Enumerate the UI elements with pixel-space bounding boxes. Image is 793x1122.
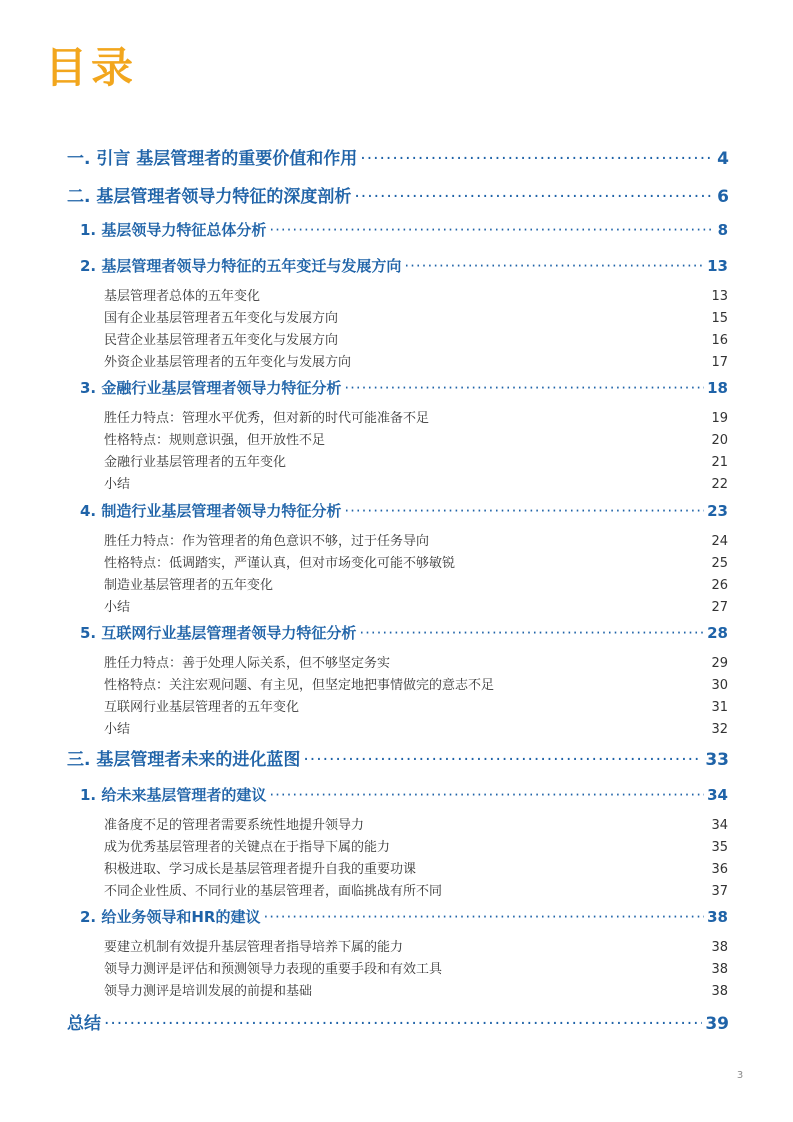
toc-entry[interactable] — [80, 255, 728, 276]
toc-entry-page: 26 — [711, 578, 728, 593]
toc-entry-title: 要建立机制有效提升基层管理者指导培养下属的能力 — [104, 940, 404, 955]
toc-entry[interactable] — [80, 622, 728, 643]
toc-entry-title: 1. 基层领导力特征总体分析 — [80, 221, 267, 239]
toc-entry-page: 4 — [717, 149, 729, 169]
toc-entry[interactable] — [104, 351, 728, 370]
toc-entry-title: 胜任力特点：善于处理人际关系，但不够坚定务实 — [104, 656, 391, 671]
toc-entry-title: 小结 — [104, 722, 131, 737]
leader-dots — [354, 187, 714, 207]
toc-entry[interactable] — [104, 407, 728, 426]
toc-entry[interactable] — [104, 814, 728, 833]
toc-entry-title: 互联网行业基层管理者的五年变化 — [104, 700, 300, 715]
toc-entry-page: 20 — [711, 433, 728, 448]
toc-entry[interactable] — [104, 596, 728, 615]
toc-entry-page: 34 — [707, 786, 728, 804]
toc-entry-title: 总结 — [67, 1014, 101, 1034]
toc-entry-page: 38 — [707, 908, 728, 926]
toc-entry[interactable] — [104, 980, 728, 999]
toc-entry[interactable] — [104, 936, 728, 955]
toc-entry[interactable] — [80, 784, 728, 805]
toc-entry[interactable] — [104, 836, 728, 855]
toc-entry[interactable] — [67, 745, 729, 770]
toc-entry-page: 23 — [707, 502, 728, 520]
leader-dots — [344, 379, 704, 397]
toc-entry[interactable] — [104, 718, 728, 737]
toc-entry[interactable] — [104, 958, 728, 977]
toc-entry-title: 1. 给未来基层管理者的建议 — [80, 786, 267, 804]
toc-entry[interactable] — [80, 500, 728, 521]
toc-entry-page: 38 — [711, 984, 728, 999]
page-title: 目录 — [45, 43, 138, 92]
toc-entry-page: 34 — [711, 818, 728, 833]
toc-entry[interactable] — [104, 552, 728, 571]
toc-entry-title: 2. 给业务领导和HR的建议 — [80, 908, 261, 926]
toc-entry[interactable] — [67, 1009, 729, 1034]
toc-entry-page: 33 — [705, 750, 729, 770]
toc-entry[interactable] — [80, 906, 728, 927]
toc-entry-page: 15 — [711, 311, 728, 326]
toc-entry-page: 38 — [711, 962, 728, 977]
toc-entry-title: 外资企业基层管理者的五年变化与发展方向 — [104, 355, 352, 370]
toc-entry-page: 6 — [717, 187, 729, 207]
toc-entry-title: 国有企业基层管理者五年变化与发展方向 — [104, 311, 339, 326]
toc-entry-page: 30 — [711, 678, 728, 693]
toc-entry[interactable] — [104, 880, 728, 899]
toc-entry-title: 性格特点：低调踏实，严谨认真，但对市场变化可能不够敏锐 — [104, 556, 456, 571]
toc-entry-title: 性格特点：规则意识强，但开放性不足 — [104, 433, 326, 448]
toc-entry[interactable] — [67, 144, 729, 169]
toc-entry[interactable] — [104, 285, 728, 304]
toc-entry[interactable] — [104, 530, 728, 549]
toc-entry-page: 31 — [711, 700, 728, 715]
toc-entry-page: 21 — [711, 455, 728, 470]
toc-entry-page: 13 — [711, 289, 728, 304]
toc-entry-page: 37 — [711, 884, 728, 899]
toc-entry[interactable] — [104, 473, 728, 492]
toc-entry-page: 19 — [711, 411, 728, 426]
toc-entry-title: 一. 引言 基层管理者的重要价值和作用 — [67, 149, 358, 169]
toc-entry-title: 4. 制造行业基层管理者领导力特征分析 — [80, 502, 342, 520]
toc-entry-page: 22 — [711, 477, 728, 492]
toc-entry-title: 积极进取、学习成长是基层管理者提升自我的重要功课 — [104, 862, 417, 877]
toc-entry-title: 5. 互联网行业基层管理者领导力特征分析 — [80, 624, 357, 642]
toc-entry-title: 小结 — [104, 600, 131, 615]
toc-entry[interactable] — [104, 858, 728, 877]
toc-entry-title: 准备度不足的管理者需要系统性地提升领导力 — [104, 818, 365, 833]
toc-entry-title: 民营企业基层管理者五年变化与发展方向 — [104, 333, 339, 348]
toc-entry-page: 36 — [711, 862, 728, 877]
toc-entry-title: 金融行业基层管理者的五年变化 — [104, 455, 287, 470]
leader-dots — [263, 908, 704, 926]
toc-entry[interactable] — [67, 182, 729, 207]
toc-entry-page: 35 — [711, 840, 728, 855]
toc-entry-title: 三. 基层管理者未来的进化蓝图 — [67, 750, 301, 770]
toc-entry-title: 二. 基层管理者领导力特征的深度剖析 — [67, 187, 352, 207]
toc-entry-title: 2. 基层管理者领导力特征的五年变迁与发展方向 — [80, 257, 402, 275]
toc-entry[interactable] — [104, 574, 728, 593]
leader-dots — [344, 502, 704, 520]
leader-dots — [269, 221, 714, 239]
toc-entry-page: 28 — [707, 624, 728, 642]
toc-entry[interactable] — [104, 652, 728, 671]
toc-entry[interactable] — [104, 674, 728, 693]
toc-entry-page: 18 — [707, 379, 728, 397]
toc-entry-page: 25 — [711, 556, 728, 571]
toc-entry[interactable] — [80, 219, 728, 240]
leader-dots — [104, 1014, 702, 1034]
page-number: 3 — [736, 1070, 744, 1081]
toc-entry-page: 8 — [717, 221, 728, 239]
toc-entry-title: 领导力测评是评估和预测领导力表现的重要手段和有效工具 — [104, 962, 443, 977]
toc-entry-page: 32 — [711, 722, 728, 737]
toc-entry[interactable] — [104, 696, 728, 715]
toc-entry-page: 29 — [711, 656, 728, 671]
toc-entry-title: 成为优秀基层管理者的关键点在于指导下属的能力 — [104, 840, 391, 855]
toc-entry-title: 制造业基层管理者的五年变化 — [104, 578, 274, 593]
leader-dots — [360, 149, 714, 169]
toc-entry-page: 38 — [711, 940, 728, 955]
leader-dots — [303, 750, 702, 770]
toc-entry-title: 不同企业性质、不同行业的基层管理者，面临挑战有所不同 — [104, 884, 443, 899]
toc-entry-page: 39 — [705, 1014, 729, 1034]
toc-entry-page: 13 — [707, 257, 728, 275]
toc-entry[interactable] — [104, 429, 728, 448]
toc-entry-page: 27 — [711, 600, 728, 615]
leader-dots — [359, 624, 704, 642]
leader-dots — [269, 786, 704, 804]
toc-entry-page: 16 — [711, 333, 728, 348]
toc-entry-page: 24 — [711, 534, 728, 549]
toc-entry-title: 胜任力特点：作为管理者的角色意识不够，过于任务导向 — [104, 534, 430, 549]
toc-entry[interactable] — [80, 377, 728, 398]
toc-entry-title: 领导力测评是培训发展的前提和基础 — [104, 984, 313, 999]
toc-entry[interactable] — [104, 307, 728, 326]
toc-entry-title: 胜任力特点：管理水平优秀，但对新的时代可能准备不足 — [104, 411, 430, 426]
toc-entry-title: 3. 金融行业基层管理者领导力特征分析 — [80, 379, 342, 397]
toc-entry-title: 基层管理者总体的五年变化 — [104, 289, 261, 304]
leader-dots — [404, 257, 704, 275]
toc-entry[interactable] — [104, 451, 728, 470]
toc-entry-title: 小结 — [104, 477, 131, 492]
toc-entry[interactable] — [104, 329, 728, 348]
toc-entry-page: 17 — [711, 355, 728, 370]
toc-entry-title: 性格特点：关注宏观问题、有主见，但坚定地把事情做完的意志不足 — [104, 678, 495, 693]
